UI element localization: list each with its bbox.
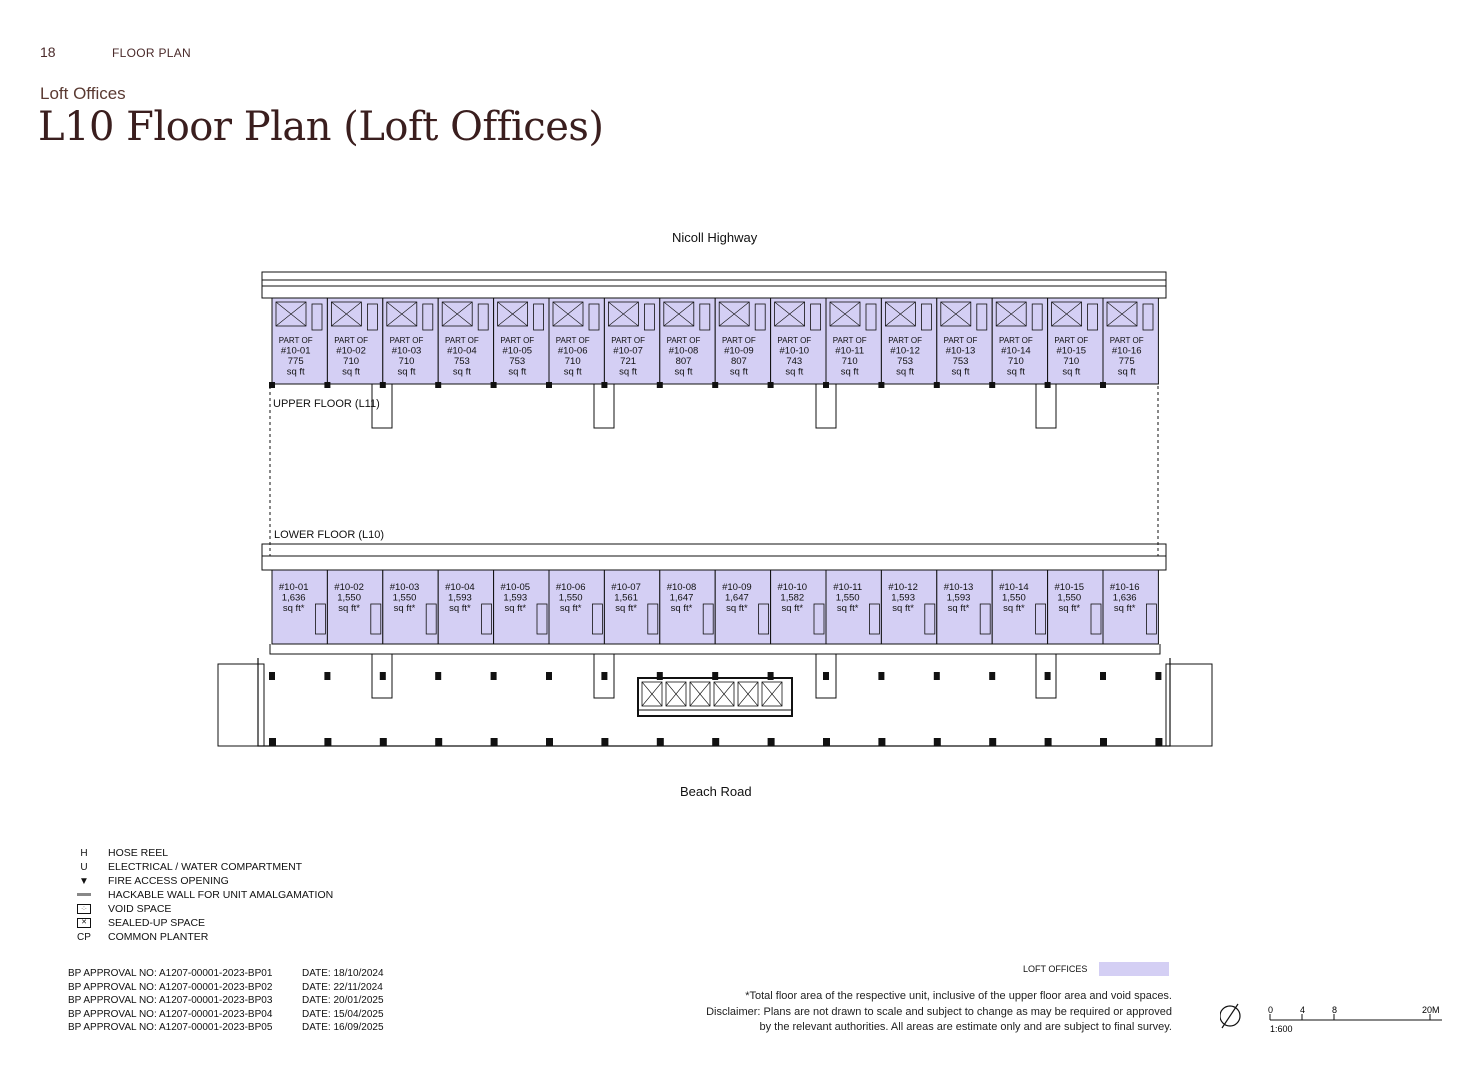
upper-unit-area: 775 [1118,356,1135,367]
upper-unit-id: #10-03 [391,345,422,357]
floor-plan-drawing [210,266,1220,756]
upper-unit-id: #10-05 [502,345,533,357]
lower-unit-unit: sq ft* [947,603,970,614]
service-core-right [1166,664,1212,746]
lower-unit-area: 1,561 [614,592,638,604]
column [546,382,552,388]
upper-unit-area: 710 [343,356,360,367]
upper-unit-unit: sq ft [1062,366,1081,378]
upper-unit-id: #10-10 [779,345,810,357]
upper-unit-prefix: PART OF [389,336,424,345]
scale-tick-4: 4 [1300,1005,1306,1015]
upper-unit-area: 710 [841,356,858,367]
lower-floor-label: LOWER FLOOR (L10) [274,529,385,541]
lower-unit-area: 1,593 [448,592,472,604]
approval-date: DATE: 18/10/2024 [302,968,384,979]
column [491,738,498,746]
lower-unit-area: 1,593 [946,592,971,604]
lower-unit-id: #10-14 [999,582,1029,593]
column [491,672,497,680]
lower-unit-id: #10-12 [888,582,918,593]
section-label: FLOOR PLAN [112,46,192,60]
lower-unit-unit: sq ft* [338,603,360,614]
approval-date: DATE: 16/09/2025 [302,1022,384,1033]
lift-shaft-cross [690,682,710,706]
lower-unit-area: 1,550 [1057,592,1082,604]
scale-bar [1220,1000,1450,1040]
approval-number: BP APPROVAL NO: A1207-00001-2023-BP02 [68,981,273,993]
legend-item [70,916,333,930]
loft-offices-swatch [1099,962,1169,976]
upper-unit-area: 743 [786,356,803,367]
road-label-bottom: Beach Road [680,784,752,799]
footnote-disclaimer-1: Disclaimer: Plans are not drawn to scale and subject to change as may be required or approved [706,1005,1172,1018]
upper-unit-area: 753 [897,356,914,367]
approval-number: BP APPROVAL NO: A1207-00001-2023-BP05 [68,1022,273,1033]
upper-unit-unit: sq ft [452,366,471,378]
lower-unit-unit: sq ft* [393,603,416,614]
column [601,738,608,746]
column [712,738,719,746]
lower-unit-unit: sq ft* [1113,603,1136,614]
lower-unit-area: 1,550 [1002,592,1026,604]
lower-unit-id: #10-01 [278,582,309,593]
approval-row [68,982,384,996]
upper-unit-area: 710 [564,356,581,367]
lower-unit-area: 1,550 [392,592,417,604]
column [380,382,386,388]
page-subtitle: Loft Offices [40,84,126,103]
footnote-area: *Total floor area of the respective unit, inclusive of the upper floor area and void spaces. [745,990,1172,1002]
column [768,672,774,680]
lower-unit-unit: sq ft* [615,603,637,614]
upper-unit-area: 807 [675,356,692,367]
upper-unit-area: 710 [1007,356,1024,367]
upper-unit-id: #10-13 [945,345,976,357]
column [269,382,275,388]
lower-unit-area: 1,593 [503,592,528,604]
lower-unit-id: #10-02 [334,582,364,593]
upper-unit-id: #10-11 [835,345,865,357]
column [1045,382,1051,388]
upper-unit-prefix: PART OF [1109,336,1144,345]
lower-unit-unit: sq ft* [892,603,914,614]
legend-label: ELECTRICAL / WATER COMPARTMENT [108,861,303,873]
lower-unit-id: #10-07 [611,582,641,593]
approval-row [68,1022,384,1036]
lift-shaft-cross [738,682,758,706]
lower-balcony-strip [262,544,1166,570]
upper-unit-prefix: PART OF [888,336,922,345]
upper-unit-area: 753 [952,356,969,367]
lower-unit-area: 1,582 [780,592,805,604]
lower-unit-id: #10-16 [1109,582,1140,593]
upper-balcony-strip [262,272,1166,298]
column [269,738,276,746]
column [878,738,885,746]
column [712,672,718,680]
approval-number: BP APPROVAL NO: A1207-00001-2023-BP04 [68,1008,273,1020]
approval-row [68,968,384,982]
upper-unit-area: 775 [287,356,304,367]
upper-unit-prefix: PART OF [1054,336,1089,345]
upper-unit-unit: sq ft [729,366,748,378]
lower-unit-unit: sq ft* [781,603,804,614]
lower-unit-id: #10-08 [666,582,697,593]
lower-unit-unit: sq ft* [1058,603,1081,614]
legend-item [70,874,333,888]
column [1045,738,1052,746]
column [823,382,829,388]
upper-unit-prefix: PART OF [278,336,313,345]
column [324,738,331,746]
approval-date: DATE: 22/11/2024 [302,981,383,993]
upper-unit-area: 753 [509,356,526,367]
upper-unit-prefix: PART OF [943,336,978,345]
legend [70,846,333,944]
lift-shaft-cross [762,682,782,706]
upper-unit-id: #10-09 [724,345,754,357]
upper-unit-prefix: PART OF [555,336,590,345]
legend-item [70,902,333,916]
lower-unit-id: #10-04 [445,582,475,593]
column [435,382,441,388]
legend-label: FIRE ACCESS OPENING [108,875,229,887]
lower-unit-area: 1,636 [1112,592,1137,604]
scale-tick-8: 8 [1332,1005,1338,1015]
upper-unit-area: 753 [453,356,470,367]
lower-unit-unit: sq ft* [1003,603,1025,614]
stair-tower [372,384,392,428]
lower-unit-area: 1,647 [725,592,749,604]
upper-unit-unit: sq ft [1117,366,1136,378]
upper-unit-area: 710 [1063,356,1080,367]
stair-tower [816,384,836,428]
column [657,382,663,388]
approval-date: DATE: 20/01/2025 [302,995,384,1006]
lower-unit-id: #10-13 [943,582,974,593]
column [823,672,829,680]
column [768,738,775,746]
stair-tower [1036,384,1056,428]
upper-unit-area: 710 [398,356,415,367]
upper-unit-id: #10-04 [447,345,477,357]
footnote [706,989,1172,1036]
legend-label: HOSE REEL [108,847,169,859]
upper-unit-prefix: PART OF [722,336,756,345]
legend-label: COMMON PLANTER [108,931,209,943]
loft-offices-key [1023,962,1169,976]
hackable-wall-icon [70,890,98,901]
stair-tower [594,384,614,428]
legend-symbol: U [80,861,88,873]
scale-ratio: 1:600 [1270,1024,1293,1034]
upper-unit-unit: sq ft [619,366,638,378]
legend-item [70,888,333,902]
column [934,738,941,746]
legend-label: VOID SPACE [108,903,172,915]
upper-unit-id: #10-08 [668,345,699,357]
upper-unit-id: #10-01 [280,345,311,357]
column [1155,672,1161,680]
column [768,382,774,388]
upper-unit-id: #10-06 [557,345,588,357]
lower-unit-unit: sq ft* [726,603,748,614]
lower-unit-unit: sq ft* [449,603,471,614]
lower-unit-id: #10-10 [777,582,808,593]
column [601,382,607,388]
lower-unit-unit: sq ft* [559,603,582,614]
lower-unit-area: 1,550 [558,592,583,604]
column [823,738,830,746]
approval-number: BP APPROVAL NO: A1207-00001-2023-BP03 [68,995,273,1006]
approval-date: DATE: 15/04/2025 [302,1008,384,1020]
upper-unit-id: #10-15 [1056,345,1087,357]
column [546,738,553,746]
legend-item [70,930,333,944]
upper-unit-area: 807 [730,356,747,367]
upper-unit-id: #10-16 [1111,345,1142,357]
sealed-space-icon: ✕ [70,918,98,929]
column [1045,672,1051,680]
column [989,382,995,388]
upper-unit-id: #10-14 [1001,345,1031,357]
bp-approvals [68,968,384,1036]
upper-unit-id: #10-02 [336,345,366,357]
lower-unit-area: 1,593 [891,592,915,604]
column [657,672,663,680]
upper-unit-prefix: PART OF [666,336,701,345]
upper-unit-unit: sq ft [951,366,970,378]
upper-unit-unit: sq ft [785,366,804,378]
lower-unit-unit: sq ft* [670,603,693,614]
column [324,672,330,680]
column [546,672,552,680]
footnote-disclaimer-2: by the relevant authorities. All areas are estimate only and are subject to final survey. [759,1021,1172,1033]
lower-unit-id: #10-15 [1054,582,1085,593]
column [1155,738,1162,746]
column [435,738,442,746]
upper-unit-unit: sq ft [563,366,582,378]
upper-floor-label: UPPER FLOOR (L11) [273,398,380,410]
legend-item [70,860,333,874]
lower-unit-id: #10-03 [389,582,420,593]
column [435,672,441,680]
north-arrow-icon [1220,1004,1240,1028]
legend-item [70,846,333,860]
lower-unit-area: 1,636 [281,592,306,604]
lift-shaft-cross [642,682,662,706]
column [380,672,386,680]
column [1100,382,1106,388]
approval-number: BP APPROVAL NO: A1207-00001-2023-BP01 [68,968,273,979]
column [601,672,607,680]
column [934,672,940,680]
legend-label: SEALED-UP SPACE [108,917,206,929]
column [1100,738,1107,746]
approval-row [68,1009,384,1023]
upper-unit-area: 721 [620,356,637,367]
upper-unit-prefix: PART OF [999,336,1033,345]
void-space-icon: ·:· [70,904,98,915]
service-core-left [218,664,264,746]
upper-unit-prefix: PART OF [334,336,368,345]
column [934,382,940,388]
page-number: 18 [40,44,56,60]
column [324,382,330,388]
lower-unit-id: #10-06 [555,582,586,593]
upper-unit-id: #10-07 [613,345,643,357]
loft-offices-label: LOFT OFFICES [1023,964,1088,974]
upper-unit-unit: sq ft [1006,366,1025,378]
lower-unit-unit: sq ft* [504,603,527,614]
upper-unit-unit: sq ft [508,366,527,378]
lower-unit-id: #10-09 [722,582,752,593]
lift-shaft-cross [666,682,686,706]
lower-unit-unit: sq ft* [836,603,859,614]
upper-unit-prefix: PART OF [611,336,645,345]
lower-unit-id: #10-05 [500,582,531,593]
triangle-down-icon: ▼ [79,875,89,887]
lift-shaft-cross [714,682,734,706]
legend-symbol: H [80,847,88,859]
lower-unit-id: #10-11 [833,582,863,593]
column [878,382,884,388]
upper-unit-unit: sq ft [896,366,915,378]
column [491,382,497,388]
upper-unit-unit: sq ft [397,366,416,378]
upper-unit-id: #10-12 [890,345,920,357]
column [657,738,664,746]
column [1100,672,1106,680]
legend-label: HACKABLE WALL FOR UNIT AMALGAMATION [108,889,334,901]
approval-row [68,995,384,1009]
upper-unit-unit: sq ft [674,366,693,378]
legend-symbol: CP [77,931,91,943]
upper-unit-unit: sq ft [286,366,305,378]
upper-unit-prefix: PART OF [777,336,812,345]
lower-unit-area: 1,647 [669,592,694,604]
page-title: L10 Floor Plan (Loft Offices) [38,104,604,150]
column [380,738,387,746]
column [989,672,995,680]
road-label-top: Nicoll Highway [672,230,758,245]
column [269,672,275,680]
upper-unit-unit: sq ft [342,366,361,378]
column [878,672,884,680]
lower-unit-area: 1,550 [337,592,361,604]
upper-unit-prefix: PART OF [445,336,479,345]
scale-tick-20m: 20M [1422,1005,1440,1015]
column [989,738,996,746]
scale-tick-0: 0 [1268,1005,1274,1015]
column [712,382,718,388]
upper-unit-prefix: PART OF [832,336,867,345]
upper-unit-prefix: PART OF [500,336,535,345]
lower-unit-area: 1,550 [835,592,860,604]
lower-unit-unit: sq ft* [282,603,305,614]
upper-unit-unit: sq ft [840,366,859,378]
